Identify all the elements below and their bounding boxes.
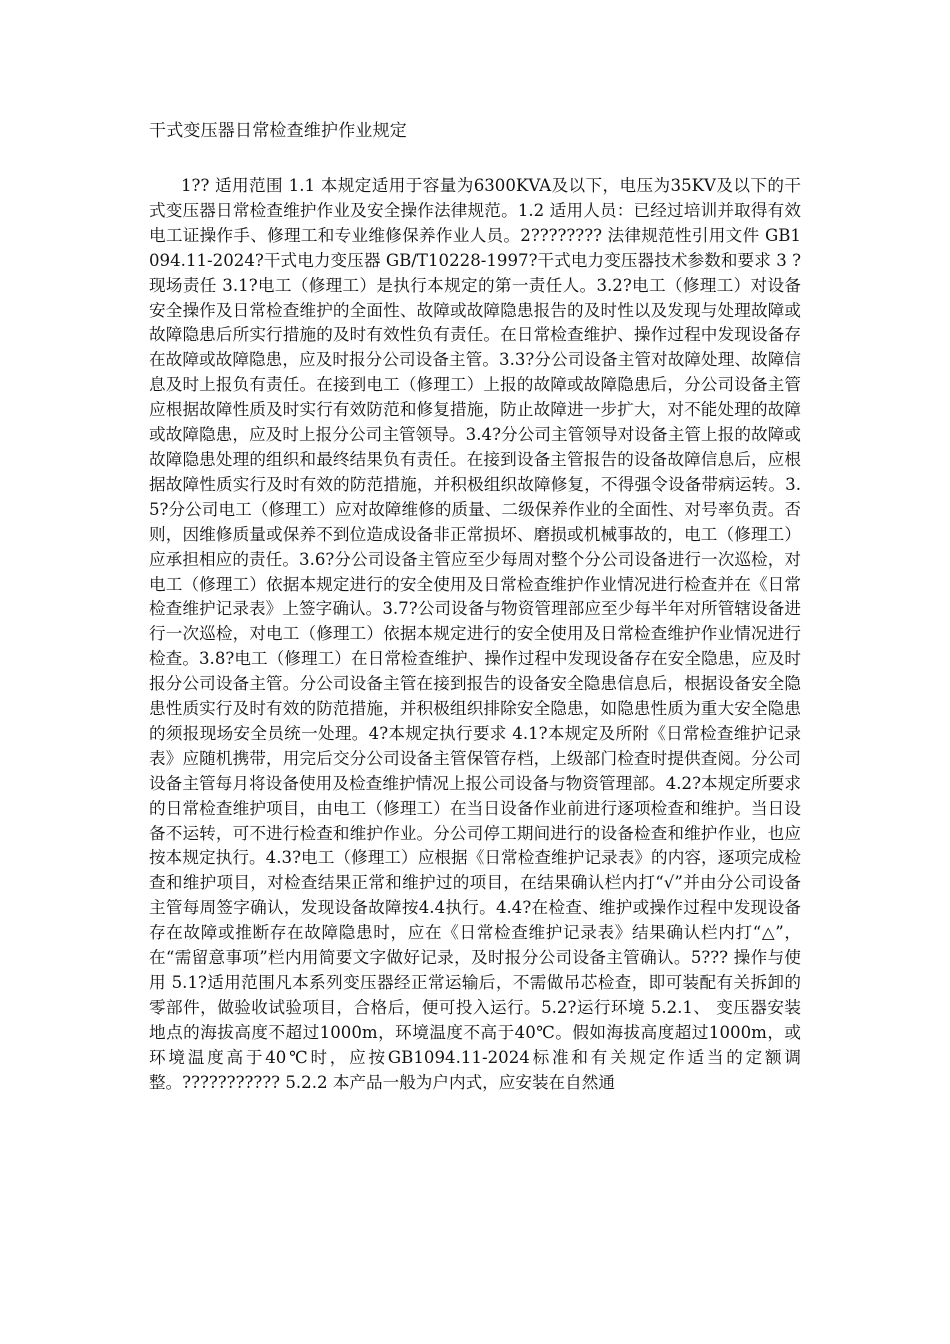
document-body-paragraph: 1?? 适用范围 1.1 本规定适用于容量为6300KVA及以下，电压为35KV及以下的干式变压器日常检查维护作业及安全操作法律规范。1.2 适用人员：已经过培训并取得有效电工证操作手、修理工和专业维修保养作业人员。2???????? 法律规范性引用文件 GB1094.11-2024?干式电力变压器 GB/T10228-1997?干式电力变压器技术参数和要求 3 ?现场责任 3.1?电工（修理工）是执行本规定的第一责任人。3.2?电工（修理工）对设备安全操作及日常检查维护的全面性、故障或故障隐患报告的及时性以及发现与处理故障或故障隐患后所实行措施的及时有效性负有责任。在日常检查维护、操作过程中发现设备存在故障或故障隐患，应及时报分公司设备主管。3.3?分公司设备主管对故障处理、故障信息及时上报负有责任。在接到电工（修理工）上报的故障或故障隐患后，分公司设备主管应根据故障性质及时实行有效防范和修复措施，防止故障进一步扩大，对不能处理的故障或故障隐患，应及时上报分公司主管领导。3.4?分公司主管领导对设备主管上报的故障或故障隐患处理的组织和最终结果负有责任。在接到设备主管报告的设备故障信息后，应根据故障性质实行及时有效的防范措施，并积极组织故障修复，不得强令设备带病运转。3.5?分公司电工（修理工）应对故障维修的质量、二级保养作业的全面性、对号率负责。否则，因维修质量或保养不到位造成设备非正常损坏、磨损或机械事故的，电工（修理工）应承担相应的责任。3.6?分公司设备主管应至少每周对整个分公司设备进行一次巡检，对电工（修理工）依据本规定进行的安全使用及日常检查维护作业情况进行检查并在《日常检查维护记录表》上签字确认。3.7?公司设备与物资管理部应至少每半年对所管辖设备进行一次巡检，对电工（修理工）依据本规定进行的安全使用及日常检查维护作业情况进行检查。3.8?电工（修理工）在日常检查维护、操作过程中发现设备存在安全隐患，应及时报分公司设备主管。分公司设备主管在接到报告的设备安全隐患信息后，根据设备安全隐患性质实行及时有效的防范措施，并积极组织排除安全隐患，如隐患性质为重大安全隐患的须报现场安全员统一处理。4?本规定执行要求 4.1?本规定及所附《日常检查维护记录表》应随机携带，用完后交分公司设备主管保管存档，上级部门检查时提供查阅。分公司设备主管每月将设备使用及检查维护情况上报公司设备与物资管理部。4.2?本规定所要求的日常检查维护项目，由电工（修理工）在当日设备作业前进行逐项检查和维护。当日设备不运转，可不进行检查和维护作业。分公司停工期间进行的设备检查和维护作业，也应按本规定执行。4.3?电工（修理工）应根据《日常检查维护记录表》的内容，逐项完成检查和维护项目，对检查结果正常和维护过的项目，在结果确认栏内打“√”并由分公司设备主管每周签字确认，发现设备故障按4.4执行。4.4?在检查、维护或操作过程中发现设备存在故障或推断存在故障隐患时，应在《日常检查维护记录表》结果确认栏内打“△”，在“需留意事项”栏内用简要文字做好记录，及时报分公司设备主管确认。5??? 操作与使用 5.1?适用范围凡本系列变压器经正常运输后，不需做吊芯检查，即可装配有关拆卸的零部件，做验收试验项目，合格后，便可投入运行。5.2?运行环境 5.2.1、 变压器安装地点的海拔高度不超过1000m，环境温度不高于40℃。假如海拔高度超过1000m，或环境温度高于40℃时，应按GB1094.11-2024标准和有关规定作适当的定额调整。??????????? 5.2.2 本产品一般为户内式，应安装在自然通 xyxy=(149,176,801,1092)
document-page xyxy=(149,118,801,1096)
document-title: 干式变压器日常检查维护作业规定 xyxy=(149,121,407,141)
